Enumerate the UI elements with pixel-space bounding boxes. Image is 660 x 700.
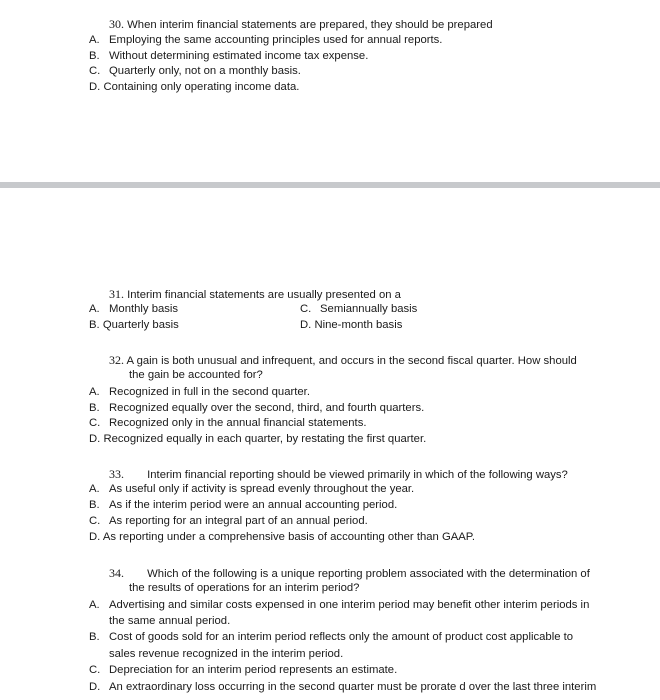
option-c <box>300 303 417 315</box>
option-text: Cost of goods sold for an interim period reflects only the amount of product cost applicable to <box>109 631 574 643</box>
question-text: Interim financial statements are usually presented on a <box>127 289 401 301</box>
option-b <box>89 50 368 62</box>
option-letter: B. <box>89 319 100 331</box>
option-c <box>89 664 397 676</box>
option-letter: D. <box>89 433 101 445</box>
option-text: As useful only if activity is spread evenly throughout the year. <box>109 483 415 495</box>
option-text: Advertising and similar costs expensed in one interim period may benefit other interim periods in <box>109 599 590 611</box>
question-text: When interim financial statements are prepared, they should be prepared <box>127 19 493 31</box>
option-a <box>89 386 310 398</box>
option-letter: A. <box>89 386 100 398</box>
option-letter: C. <box>89 65 101 77</box>
option-letter: A. <box>89 599 100 611</box>
option-text: Recognized only in the annual financial statements. <box>109 417 367 429</box>
option-d <box>89 681 596 693</box>
question-text-line-1: Which of the following is a unique reporting problem associated with the determination of <box>147 568 590 580</box>
option-text: Depreciation for an interim period represents an estimate. <box>109 664 398 676</box>
question-31-stem <box>109 287 401 302</box>
option-letter: C. <box>300 303 312 315</box>
option-text: Without determining estimated income tax expense. <box>109 50 369 62</box>
question-number: 33. <box>109 467 124 481</box>
page-divider <box>0 182 660 188</box>
option-text: Quarterly only, not on a monthly basis. <box>109 65 301 77</box>
option-d <box>89 81 299 93</box>
option-d <box>89 531 475 543</box>
option-letter: B. <box>89 50 100 62</box>
option-letter: A. <box>89 483 100 495</box>
option-letter: A. <box>89 303 100 315</box>
option-b <box>89 499 397 511</box>
option-text: Containing only operating income data. <box>103 81 300 93</box>
option-text: Recognized equally over the second, third, and fourth quarters. <box>109 402 425 414</box>
option-letter: B. <box>89 499 100 511</box>
question-30-stem <box>109 17 493 32</box>
question-number: 34. <box>109 566 124 580</box>
question-text: Interim financial reporting should be viewed primarily in which of the following ways? <box>147 469 568 481</box>
option-text: As reporting under a comprehensive basis of accounting other than GAAP. <box>102 531 476 543</box>
option-text: As reporting for an integral part of an annual period. <box>109 515 368 527</box>
option-letter: D. <box>89 81 101 93</box>
question-32-stem <box>109 353 577 368</box>
option-d <box>89 433 426 445</box>
option-letter: B. <box>89 631 100 643</box>
question-number: 31. <box>109 287 124 301</box>
question-text-line-1: A gain is both unusual and infrequent, and occurs in the second fiscal quarter. How should <box>126 355 577 367</box>
option-c <box>89 515 368 527</box>
option-b <box>89 319 179 331</box>
question-33-stem <box>109 467 568 482</box>
option-letter: D. <box>89 531 101 543</box>
option-a-line-2: the same annual period. <box>109 615 231 627</box>
option-b <box>89 631 573 643</box>
option-text: As if the interim period were an annual accounting period. <box>109 499 398 511</box>
option-a <box>89 483 414 495</box>
option-text: Recognized in full in the second quarter. <box>109 386 310 398</box>
question-text-line-2: the gain be accounted for? <box>129 369 263 381</box>
option-b <box>89 402 424 414</box>
option-text: Monthly basis <box>109 303 179 315</box>
option-letter: C. <box>89 664 101 676</box>
option-text: An extraordinary loss occurring in the second quarter must be prorate d over the last three interim <box>109 681 597 693</box>
option-text: Semiannually basis <box>320 303 418 315</box>
option-d <box>300 319 402 331</box>
option-a <box>89 34 442 46</box>
option-text: Recognized equally in each quarter, by restating the first quarter. <box>103 433 427 445</box>
option-a <box>89 303 178 315</box>
option-b-line-2: sales revenue recognized in the interim period. <box>109 648 344 660</box>
option-text: Employing the same accounting principles used for annual reports. <box>109 34 443 46</box>
option-letter: D. <box>89 681 101 693</box>
question-number: 30. <box>109 17 124 31</box>
option-letter: A. <box>89 34 100 46</box>
option-letter: D. <box>300 319 312 331</box>
option-letter: B. <box>89 402 100 414</box>
option-letter: C. <box>89 515 101 527</box>
option-text: Nine-month basis <box>314 319 403 331</box>
option-c <box>89 65 301 77</box>
option-text: Quarterly basis <box>102 319 179 331</box>
option-letter: C. <box>89 417 101 429</box>
option-c <box>89 417 366 429</box>
question-34-stem <box>109 566 590 581</box>
question-number: 32. <box>109 353 124 367</box>
question-text-line-2: the results of operations for an interim period? <box>129 582 360 594</box>
option-a <box>89 599 589 611</box>
